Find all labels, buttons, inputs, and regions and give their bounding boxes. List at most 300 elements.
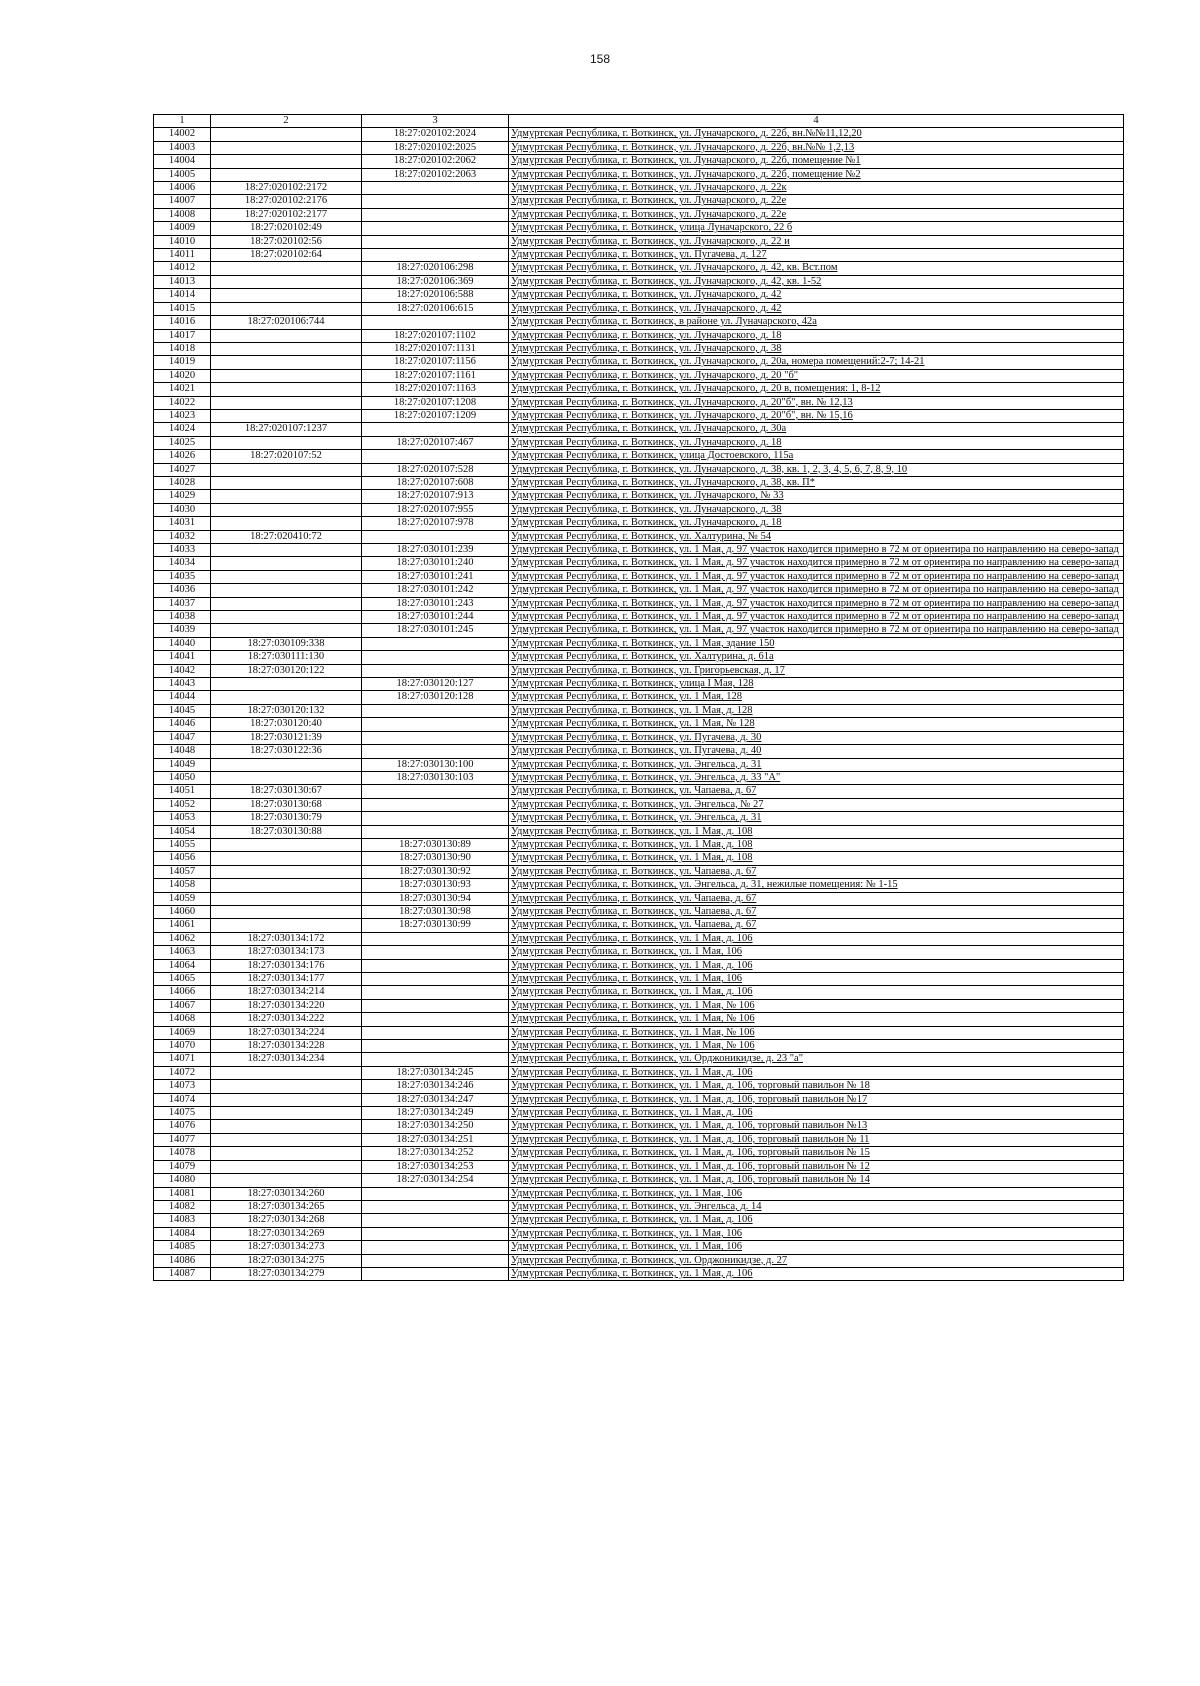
cadastral-number-building: 18:27:030130:98: [362, 905, 509, 918]
address-cell: Удмуртская Республика, г. Воткинск, ул. Луначарского, д. 18: [509, 517, 1124, 530]
address-cell: Удмуртская Республика, г. Воткинск, ул. 1 Мая, д. 106: [509, 932, 1124, 945]
table-row: [154, 329, 1124, 342]
cadastral-number-land: [211, 503, 362, 516]
row-number: 14065: [154, 973, 211, 986]
cadastral-number-building: 18:27:030120:128: [362, 691, 509, 704]
address-cell: Удмуртская Республика, г. Воткинск, ул. 1 Мая, № 106: [509, 1013, 1124, 1026]
address-cell: Удмуртская Республика, г. Воткинск, ул. 1 Мая, д. 97 участок находится примерно в 72 м от ориентира по направлению на северо-запад: [509, 557, 1124, 570]
row-number: 14021: [154, 383, 211, 396]
cadastral-number-land: [211, 168, 362, 181]
row-number: 14039: [154, 624, 211, 637]
table-row: [154, 852, 1124, 865]
table-row: [154, 557, 1124, 570]
table-body: [154, 128, 1124, 1281]
cadastral-number-building: 18:27:020102:2025: [362, 141, 509, 154]
cadastral-number-building: 18:27:020106:369: [362, 275, 509, 288]
cadastral-number-building: [362, 812, 509, 825]
row-number: 14023: [154, 409, 211, 422]
address-cell: Удмуртская Республика, г. Воткинск, ул. 1 Мая, д. 106, торговый павильон № 18: [509, 1080, 1124, 1093]
page-number: 158: [589, 52, 611, 66]
cadastral-number-building: 18:27:020102:2062: [362, 155, 509, 168]
cadastral-number-land: 18:27:030109:338: [211, 637, 362, 650]
cadastral-number-building: [362, 1227, 509, 1240]
cadastral-number-land: [211, 329, 362, 342]
row-number: 14033: [154, 544, 211, 557]
cadastral-number-land: [211, 584, 362, 597]
cadastral-number-building: [362, 450, 509, 463]
table-row: [154, 383, 1124, 396]
address-cell: Удмуртская Республика, г. Воткинск, ул. Пугачева, д. 30: [509, 731, 1124, 744]
table-row: [154, 1120, 1124, 1133]
cadastral-number-land: 18:27:030134:172: [211, 932, 362, 945]
table-row: [154, 423, 1124, 436]
cadastral-number-land: 18:27:030134:173: [211, 946, 362, 959]
address-cell: Удмуртская Республика, г. Воткинск, ул. 1 Мая, д. 97 участок находится примерно в 72 м от ориентира по направлению на северо-запад: [509, 624, 1124, 637]
row-number: 14074: [154, 1093, 211, 1106]
cadastral-number-land: [211, 275, 362, 288]
cadastral-number-land: [211, 1080, 362, 1093]
address-cell: Удмуртская Республика, г. Воткинск, ул. 1 Мая, д. 97 участок находится примерно в 72 м от ориентира по направлению на северо-запад: [509, 611, 1124, 624]
cadastral-number-building: [362, 785, 509, 798]
table-row: [154, 342, 1124, 355]
cadastral-number-building: 18:27:020107:978: [362, 517, 509, 530]
address-cell: Удмуртская Республика, г. Воткинск, ул. Луначарского, д. 22б, вн.№№11,12,20: [509, 128, 1124, 141]
cadastral-number-land: 18:27:020102:49: [211, 222, 362, 235]
table-row: [154, 798, 1124, 811]
cadastral-number-building: 18:27:030134:253: [362, 1160, 509, 1173]
header-row: [154, 115, 1124, 128]
table-row: [154, 1254, 1124, 1267]
table-row: [154, 369, 1124, 382]
table-row: [154, 235, 1124, 248]
row-number: 14041: [154, 651, 211, 664]
address-cell: Удмуртская Республика, г. Воткинск, ул. 1 Мая, 106: [509, 1227, 1124, 1240]
row-number: 14013: [154, 275, 211, 288]
table-row: [154, 597, 1124, 610]
address-cell: Удмуртская Республика, г. Воткинск, ул. Луначарского, д. 22б, вн.№№ 1,2,13: [509, 141, 1124, 154]
table-row: [154, 316, 1124, 329]
cadastral-number-land: 18:27:030122:36: [211, 745, 362, 758]
row-number: 14004: [154, 155, 211, 168]
row-number: 14029: [154, 490, 211, 503]
table-row: [154, 879, 1124, 892]
address-cell: Удмуртская Республика, г. Воткинск, улица I Мая, 128: [509, 678, 1124, 691]
table-row: [154, 182, 1124, 195]
cadastral-number-land: 18:27:030134:222: [211, 1013, 362, 1026]
table-row: [154, 825, 1124, 838]
cadastral-number-land: 18:27:030134:177: [211, 973, 362, 986]
cadastral-number-land: [211, 611, 362, 624]
cadastral-number-land: 18:27:030134:268: [211, 1214, 362, 1227]
row-number: 14050: [154, 771, 211, 784]
row-number: 14061: [154, 919, 211, 932]
row-number: 14032: [154, 530, 211, 543]
cadastral-number-land: [211, 1160, 362, 1173]
table-header: [154, 115, 1124, 128]
row-number: 14036: [154, 584, 211, 597]
table-row: [154, 1093, 1124, 1106]
cadastral-number-building: [362, 316, 509, 329]
row-number: 14087: [154, 1267, 211, 1280]
cadastral-number-building: 18:27:030130:93: [362, 879, 509, 892]
row-number: 14019: [154, 356, 211, 369]
table-row: [154, 490, 1124, 503]
address-cell: Удмуртская Республика, г. Воткинск, ул. Чапаева, д. 67: [509, 905, 1124, 918]
table-row: [154, 1214, 1124, 1227]
cadastral-number-land: 18:27:030130:88: [211, 825, 362, 838]
cadastral-number-building: 18:27:020107:608: [362, 476, 509, 489]
cadastral-number-building: 18:27:020102:2063: [362, 168, 509, 181]
table-row: [154, 289, 1124, 302]
table-row: [154, 128, 1124, 141]
address-cell: Удмуртская Республика, г. Воткинск, ул. Луначарского, д. 22е: [509, 208, 1124, 221]
table-row: [154, 409, 1124, 422]
cadastral-number-building: 18:27:030134:251: [362, 1133, 509, 1146]
table-row: [154, 785, 1124, 798]
table-row: [154, 503, 1124, 516]
address-cell: Удмуртская Республика, г. Воткинск, ул. 1 Мая, д. 106: [509, 1267, 1124, 1280]
registry-table: [153, 114, 1124, 1281]
cadastral-number-land: [211, 557, 362, 570]
address-cell: Удмуртская Республика, г. Воткинск, ул. Энгельса, д. 33 "А": [509, 771, 1124, 784]
row-number: 14073: [154, 1080, 211, 1093]
cadastral-number-building: 18:27:030130:94: [362, 892, 509, 905]
table-row: [154, 838, 1124, 851]
address-cell: Удмуртская Республика, г. Воткинск, ул. Луначарского, д. 38: [509, 503, 1124, 516]
row-number: 14020: [154, 369, 211, 382]
row-number: 14012: [154, 262, 211, 275]
cadastral-number-building: 18:27:030101:242: [362, 584, 509, 597]
cadastral-number-building: [362, 182, 509, 195]
row-number: 14018: [154, 342, 211, 355]
address-cell: Удмуртская Республика, г. Воткинск, ул. Луначарского, д. 20"б", вн. № 12,13: [509, 396, 1124, 409]
address-cell: Удмуртская Республика, г. Воткинск, ул. Луначарского, д. 20а, номера помещений:2-7; 14-21: [509, 356, 1124, 369]
table-row: [154, 651, 1124, 664]
row-number: 14057: [154, 865, 211, 878]
row-number: 14081: [154, 1187, 211, 1200]
row-number: 14037: [154, 597, 211, 610]
cadastral-number-building: [362, 637, 509, 650]
row-number: 14044: [154, 691, 211, 704]
address-cell: Удмуртская Республика, г. Воткинск, ул. 1 Мая, № 106: [509, 1026, 1124, 1039]
table-row: [154, 517, 1124, 530]
cadastral-number-building: 18:27:020107:467: [362, 436, 509, 449]
cadastral-number-building: 18:27:030101:239: [362, 544, 509, 557]
cadastral-number-building: 18:27:020107:1209: [362, 409, 509, 422]
table-row: [154, 1026, 1124, 1039]
address-cell: Удмуртская Республика, г. Воткинск, в районе ул. Луначарского, 42а: [509, 316, 1124, 329]
row-number: 14059: [154, 892, 211, 905]
row-number: 14005: [154, 168, 211, 181]
cadastral-number-land: [211, 302, 362, 315]
address-cell: Удмуртская Республика, г. Воткинск, ул. 1 Мая, д. 97 участок находится примерно в 72 м от ориентира по направлению на северо-запад: [509, 597, 1124, 610]
table-row: [154, 262, 1124, 275]
cadastral-number-building: 18:27:020107:913: [362, 490, 509, 503]
row-number: 14024: [154, 423, 211, 436]
cadastral-number-building: [362, 1200, 509, 1213]
cadastral-number-land: 18:27:030134:214: [211, 986, 362, 999]
table-row: [154, 1053, 1124, 1066]
table-row: [154, 973, 1124, 986]
column-header-3: 3: [362, 115, 509, 128]
table-row: [154, 905, 1124, 918]
cadastral-number-land: [211, 905, 362, 918]
table-row: [154, 932, 1124, 945]
cadastral-number-building: [362, 1053, 509, 1066]
cadastral-number-land: [211, 490, 362, 503]
row-number: 14045: [154, 704, 211, 717]
cadastral-number-building: 18:27:030130:92: [362, 865, 509, 878]
table-row: [154, 1013, 1124, 1026]
cadastral-number-land: [211, 678, 362, 691]
address-cell: Удмуртская Республика, г. Воткинск, ул. 1 Мая, д. 97 участок находится примерно в 72 м от ориентира по направлению на северо-запад: [509, 584, 1124, 597]
cadastral-number-building: 18:27:020107:528: [362, 463, 509, 476]
row-number: 14007: [154, 195, 211, 208]
row-number: 14079: [154, 1160, 211, 1173]
cadastral-number-land: 18:27:030134:273: [211, 1241, 362, 1254]
cadastral-number-building: 18:27:030134:249: [362, 1107, 509, 1120]
row-number: 14070: [154, 1040, 211, 1053]
table-row: [154, 745, 1124, 758]
row-number: 14053: [154, 812, 211, 825]
table-row: [154, 986, 1124, 999]
cadastral-number-building: [362, 1267, 509, 1280]
cadastral-number-building: [362, 718, 509, 731]
cadastral-number-building: [362, 1241, 509, 1254]
row-number: 14051: [154, 785, 211, 798]
cadastral-number-land: 18:27:030134:279: [211, 1267, 362, 1280]
cadastral-number-building: [362, 208, 509, 221]
cadastral-number-building: 18:27:020107:1161: [362, 369, 509, 382]
cadastral-number-building: [362, 1254, 509, 1267]
row-number: 14048: [154, 745, 211, 758]
address-cell: Удмуртская Республика, г. Воткинск, ул. Луначарского, д. 42: [509, 289, 1124, 302]
cadastral-number-land: 18:27:030130:68: [211, 798, 362, 811]
address-cell: Удмуртская Республика, г. Воткинск, ул. 1 Мая, д. 106, торговый павильон №13: [509, 1120, 1124, 1133]
row-number: 14006: [154, 182, 211, 195]
row-number: 14038: [154, 611, 211, 624]
address-cell: Удмуртская Республика, г. Воткинск, ул. 1 Мая, д. 106, торговый павильон № 11: [509, 1133, 1124, 1146]
row-number: 14040: [154, 637, 211, 650]
row-number: 14042: [154, 664, 211, 677]
table-row: [154, 624, 1124, 637]
cadastral-number-land: [211, 1107, 362, 1120]
cadastral-number-land: 18:27:020102:2176: [211, 195, 362, 208]
cadastral-number-land: [211, 463, 362, 476]
row-number: 14027: [154, 463, 211, 476]
cadastral-number-building: [362, 195, 509, 208]
address-cell: Удмуртская Республика, г. Воткинск, ул. 1 Мая, д. 106, торговый павильон №17: [509, 1093, 1124, 1106]
address-cell: Удмуртская Республика, г. Воткинск, ул. 1 Мая, д. 106, торговый павильон № 15: [509, 1147, 1124, 1160]
address-cell: Удмуртская Республика, г. Воткинск, ул. 1 Мая, 106: [509, 973, 1124, 986]
cadastral-number-building: [362, 530, 509, 543]
address-cell: Удмуртская Республика, г. Воткинск, ул. Луначарского, д. 22е: [509, 195, 1124, 208]
cadastral-number-building: 18:27:020107:955: [362, 503, 509, 516]
cadastral-number-land: [211, 544, 362, 557]
address-cell: Удмуртская Республика, г. Воткинск, ул. Луначарского, д. 22к: [509, 182, 1124, 195]
table-row: [154, 222, 1124, 235]
cadastral-number-land: [211, 1066, 362, 1079]
row-number: 14035: [154, 570, 211, 583]
cadastral-number-building: 18:27:020106:298: [362, 262, 509, 275]
address-cell: Удмуртская Республика, г. Воткинск, ул. Энгельса, д. 14: [509, 1200, 1124, 1213]
address-cell: Удмуртская Республика, г. Воткинск, ул. 1 Мая, № 106: [509, 1040, 1124, 1053]
address-cell: Удмуртская Республика, г. Воткинск, ул. Чапаева, д. 67: [509, 865, 1124, 878]
cadastral-number-building: 18:27:020107:1131: [362, 342, 509, 355]
address-cell: Удмуртская Республика, г. Воткинск, улица Луначарского, 22 б: [509, 222, 1124, 235]
row-number: 14049: [154, 758, 211, 771]
cadastral-number-land: [211, 155, 362, 168]
table-row: [154, 865, 1124, 878]
table-row: [154, 544, 1124, 557]
address-cell: Удмуртская Республика, г. Воткинск, ул. Энгельса, д. 31: [509, 812, 1124, 825]
table-row: [154, 1107, 1124, 1120]
cadastral-number-building: [362, 798, 509, 811]
address-cell: Удмуртская Республика, г. Воткинск, ул. 1 Мая, д. 128: [509, 704, 1124, 717]
row-number: 14058: [154, 879, 211, 892]
table-row: [154, 396, 1124, 409]
column-header-2: 2: [211, 115, 362, 128]
cadastral-number-building: [362, 731, 509, 744]
table-row: [154, 275, 1124, 288]
table-row: [154, 892, 1124, 905]
row-number: 14063: [154, 946, 211, 959]
address-cell: Удмуртская Республика, г. Воткинск, ул. 1 Мая, д. 108: [509, 838, 1124, 851]
cadastral-number-building: [362, 222, 509, 235]
row-number: 14015: [154, 302, 211, 315]
address-cell: Удмуртская Республика, г. Воткинск, ул. Энгельса, д. 31: [509, 758, 1124, 771]
cadastral-number-land: 18:27:030134:220: [211, 999, 362, 1012]
address-cell: Удмуртская Республика, г. Воткинск, ул. Луначарского, д. 18: [509, 329, 1124, 342]
table-row: [154, 141, 1124, 154]
address-cell: Удмуртская Республика, г. Воткинск, ул. 1 Мая, № 128: [509, 718, 1124, 731]
cadastral-number-land: [211, 691, 362, 704]
address-cell: Удмуртская Республика, г. Воткинск, ул. 1 Мая, д. 108: [509, 852, 1124, 865]
cadastral-number-land: [211, 771, 362, 784]
cadastral-number-land: [211, 436, 362, 449]
address-cell: Удмуртская Республика, г. Воткинск, ул. 1 Мая, д. 97 участок находится примерно в 72 м от ориентира по направлению на северо-запад: [509, 570, 1124, 583]
cadastral-number-land: 18:27:030111:130: [211, 651, 362, 664]
table-row: [154, 1187, 1124, 1200]
address-cell: Удмуртская Республика, г. Воткинск, ул. Пугачева, д. 40: [509, 745, 1124, 758]
row-number: 14071: [154, 1053, 211, 1066]
table-row: [154, 1040, 1124, 1053]
table-row: [154, 1267, 1124, 1280]
address-cell: Удмуртская Республика, г. Воткинск, ул. 1 Мая, 106: [509, 1187, 1124, 1200]
row-number: 14054: [154, 825, 211, 838]
cadastral-number-building: 18:27:030120:127: [362, 678, 509, 691]
address-cell: Удмуртская Республика, г. Воткинск, ул. Пугачева, д. 127: [509, 249, 1124, 262]
row-number: 14010: [154, 235, 211, 248]
table-row: [154, 570, 1124, 583]
cadastral-number-land: 18:27:030120:40: [211, 718, 362, 731]
address-cell: Удмуртская Республика, г. Воткинск, ул. Чапаева, д. 67: [509, 785, 1124, 798]
cadastral-number-land: [211, 289, 362, 302]
cadastral-number-land: 18:27:020106:744: [211, 316, 362, 329]
address-cell: Удмуртская Республика, г. Воткинск, улица Достоевского, 115а: [509, 450, 1124, 463]
address-cell: Удмуртская Республика, г. Воткинск, ул. Чапаева, д. 67: [509, 892, 1124, 905]
column-header-1: 1: [154, 115, 211, 128]
cadastral-number-building: 18:27:030134:252: [362, 1147, 509, 1160]
cadastral-number-building: 18:27:020107:1208: [362, 396, 509, 409]
table-row: [154, 249, 1124, 262]
cadastral-number-building: 18:27:020106:588: [362, 289, 509, 302]
table-row: [154, 1241, 1124, 1254]
cadastral-number-building: 18:27:030101:244: [362, 611, 509, 624]
row-number: 14066: [154, 986, 211, 999]
row-number: 14046: [154, 718, 211, 731]
row-number: 14030: [154, 503, 211, 516]
cadastral-number-land: [211, 1120, 362, 1133]
address-cell: Удмуртская Республика, г. Воткинск, ул. Луначарского, д. 20 в, помещения: 1, 8-12: [509, 383, 1124, 396]
cadastral-number-land: 18:27:030134:269: [211, 1227, 362, 1240]
cadastral-number-building: 18:27:030130:90: [362, 852, 509, 865]
address-cell: Удмуртская Республика, г. Воткинск, ул. 1 Мая, д. 106: [509, 959, 1124, 972]
table-row: [154, 771, 1124, 784]
cadastral-number-building: 18:27:030134:247: [362, 1093, 509, 1106]
table-row: [154, 999, 1124, 1012]
address-cell: Удмуртская Республика, г. Воткинск, ул. 1 Мая, № 106: [509, 999, 1124, 1012]
row-number: 14008: [154, 208, 211, 221]
cadastral-number-land: [211, 476, 362, 489]
cadastral-number-building: 18:27:030130:99: [362, 919, 509, 932]
cadastral-number-building: [362, 959, 509, 972]
cadastral-number-land: 18:27:030130:79: [211, 812, 362, 825]
cadastral-number-land: 18:27:030120:122: [211, 664, 362, 677]
table-row: [154, 450, 1124, 463]
table-row: [154, 356, 1124, 369]
cadastral-number-building: 18:27:030134:246: [362, 1080, 509, 1093]
cadastral-number-land: 18:27:030130:67: [211, 785, 362, 798]
address-cell: Удмуртская Республика, г. Воткинск, ул. Луначарского, д. 20"б", вн. № 15,16: [509, 409, 1124, 422]
cadastral-number-building: 18:27:020107:1156: [362, 356, 509, 369]
cadastral-number-land: 18:27:020102:56: [211, 235, 362, 248]
row-number: 14016: [154, 316, 211, 329]
cadastral-number-land: [211, 624, 362, 637]
address-cell: Удмуртская Республика, г. Воткинск, ул. 1 Мая, д. 97 участок находится примерно в 72 м от ориентира по направлению на северо-запад: [509, 544, 1124, 557]
cadastral-number-land: [211, 409, 362, 422]
row-number: 14009: [154, 222, 211, 235]
cadastral-number-land: 18:27:030121:39: [211, 731, 362, 744]
column-header-4: 4: [509, 115, 1124, 128]
address-cell: Удмуртская Республика, г. Воткинск, ул. Луначарского, д. 30а: [509, 423, 1124, 436]
cadastral-number-land: [211, 892, 362, 905]
cadastral-number-building: [362, 946, 509, 959]
address-cell: Удмуртская Республика, г. Воткинск, ул. Луначарского, д. 18: [509, 436, 1124, 449]
address-cell: Удмуртская Республика, г. Воткинск, ул. Луначарского, д. 42, кв. 1-52: [509, 275, 1124, 288]
row-number: 14086: [154, 1254, 211, 1267]
cadastral-number-land: 18:27:030134:176: [211, 959, 362, 972]
table-row: [154, 718, 1124, 731]
row-number: 14084: [154, 1227, 211, 1240]
row-number: 14003: [154, 141, 211, 154]
cadastral-number-land: 18:27:030134:260: [211, 1187, 362, 1200]
address-cell: Удмуртская Республика, г. Воткинск, ул. Луначарского, д. 22б, помещение №1: [509, 155, 1124, 168]
address-cell: Удмуртская Республика, г. Воткинск, ул. Луначарского, д. 38: [509, 342, 1124, 355]
cadastral-number-land: [211, 396, 362, 409]
cadastral-number-land: 18:27:020107:52: [211, 450, 362, 463]
address-cell: Удмуртская Республика, г. Воткинск, ул. Луначарского, д. 42, кв. Вст.пом: [509, 262, 1124, 275]
cadastral-number-building: [362, 1214, 509, 1227]
cadastral-number-building: [362, 1026, 509, 1039]
address-cell: Удмуртская Республика, г. Воткинск, ул. Григорьевская, д. 17: [509, 664, 1124, 677]
cadastral-number-building: 18:27:030134:254: [362, 1174, 509, 1187]
table-row: [154, 476, 1124, 489]
table-row: [154, 758, 1124, 771]
address-cell: Удмуртская Республика, г. Воткинск, ул. 1 Мая, д. 106, торговый павильон № 12: [509, 1160, 1124, 1173]
cadastral-number-land: [211, 1133, 362, 1146]
cadastral-number-land: [211, 517, 362, 530]
